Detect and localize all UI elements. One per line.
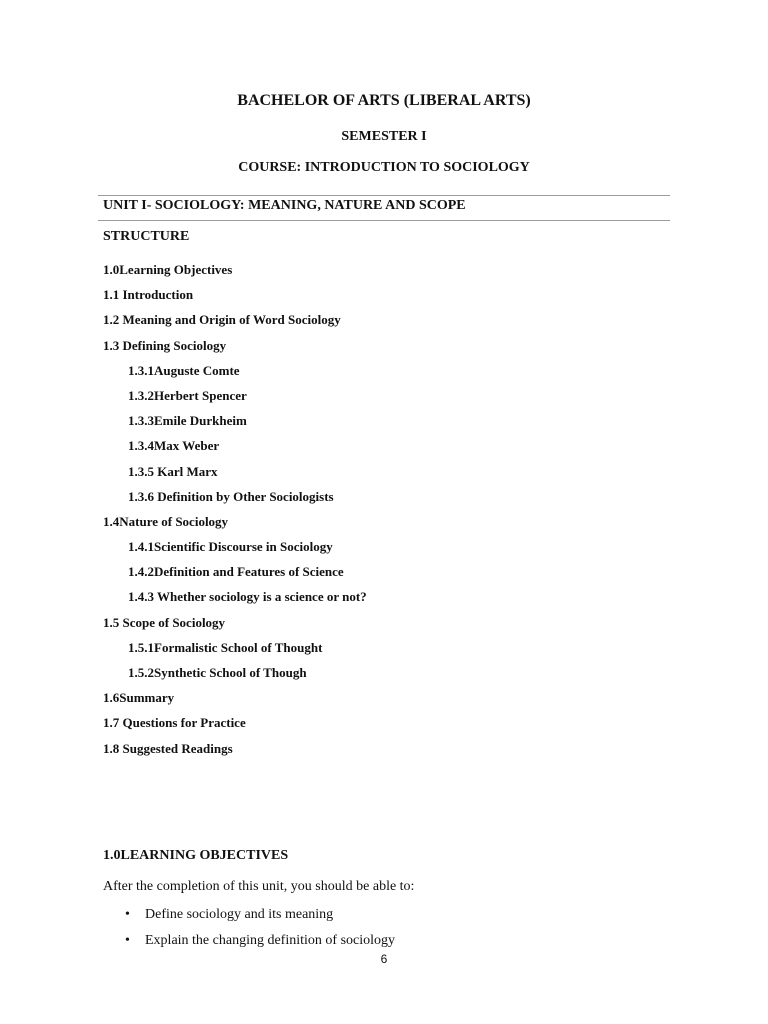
bullet-icon: • xyxy=(125,933,130,948)
structure-list xyxy=(103,261,367,765)
structure-item: 1.4Nature of Sociology xyxy=(103,513,229,529)
bottom-divider xyxy=(98,220,670,221)
structure-subitem: 1.3.3Emile Durkheim xyxy=(128,413,247,429)
structure-heading: STRUCTURE xyxy=(103,229,190,244)
structure-subitem: 1.4.1Scientific Discourse in Sociology xyxy=(128,539,333,555)
program-title: BACHELOR OF ARTS (LIBERAL ARTS) xyxy=(237,92,531,109)
objective-text: Explain the changing definition of sociology xyxy=(145,933,396,948)
bullet-icon: • xyxy=(125,907,130,922)
structure-item: 1.2 Meaning and Origin of Word Sociology xyxy=(103,312,341,328)
page-number: 6 xyxy=(380,952,388,966)
learning-objectives-intro: After the completion of this unit, you should be able to: xyxy=(103,879,415,894)
structure-subitem: 1.4.2Definition and Features of Science xyxy=(128,564,344,580)
unit-title: UNIT I- SOCIOLOGY: MEANING, NATURE AND SCOPE xyxy=(103,198,466,213)
structure-subitem: 1.5.1Formalistic School of Thought xyxy=(128,639,323,655)
objective-text: Define sociology and its meaning xyxy=(145,907,334,922)
structure-item: 1.0Learning Objectives xyxy=(103,262,233,277)
learning-objectives-heading: 1.0LEARNING OBJECTIVES xyxy=(103,848,289,863)
structure-subitem: 1.5.2Synthetic School of Though xyxy=(128,665,307,680)
structure-item: 1.3 Defining Sociology xyxy=(103,337,227,353)
structure-subitem: 1.3.1Auguste Comte xyxy=(128,362,240,378)
structure-subitem: 1.3.4Max Weber xyxy=(128,438,220,454)
structure-item: 1.8 Suggested Readings xyxy=(103,740,233,756)
structure-subitem: 1.3.6 Definition by Other Sociologists xyxy=(128,488,334,504)
structure-subitem: 1.4.3 Whether sociology is a science or not? xyxy=(128,589,367,605)
structure-item: 1.1 Introduction xyxy=(103,287,194,303)
structure-item: 1.6Summary xyxy=(103,690,175,706)
course-title: COURSE: INTRODUCTION TO SOCIOLOGY xyxy=(238,160,530,175)
top-divider xyxy=(98,195,670,196)
structure-subitem: 1.3.2Herbert Spencer xyxy=(128,387,247,403)
semester-label: SEMESTER I xyxy=(341,129,427,144)
objectives-list xyxy=(125,906,395,958)
structure-subitem: 1.3.5 Karl Marx xyxy=(128,463,218,479)
structure-item: 1.5 Scope of Sociology xyxy=(103,614,226,630)
list-item xyxy=(125,906,395,932)
structure-item: 1.7 Questions for Practice xyxy=(103,715,246,731)
